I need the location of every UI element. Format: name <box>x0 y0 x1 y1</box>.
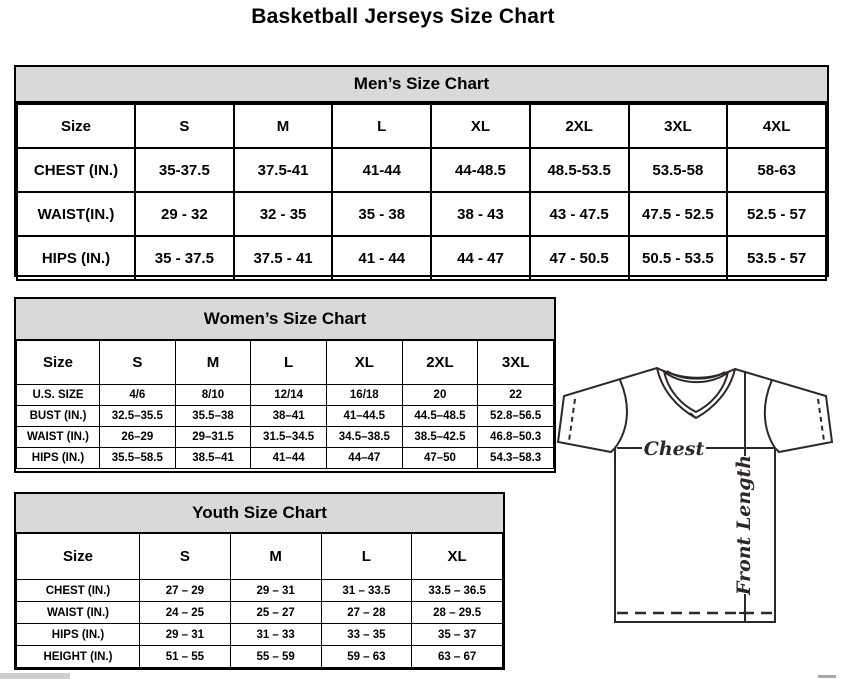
measurement-row-label: HIPS (IN.) <box>17 448 100 469</box>
measurement-value: 28 – 29.5 <box>412 602 503 624</box>
measurement-value: 46.8–50.3 <box>478 427 554 448</box>
size-column-header: S <box>100 341 176 385</box>
measurement-row-label: HEIGHT (IN.) <box>17 646 140 668</box>
youth-size-chart <box>14 492 505 670</box>
measurement-value: 35 – 37 <box>412 624 503 646</box>
size-column-header: M <box>234 104 333 148</box>
measurement-value: 16/18 <box>326 385 402 406</box>
measurement-row <box>17 148 826 192</box>
youth-size-table <box>16 533 503 668</box>
mens-chart-title: Men’s Size Chart <box>16 67 827 103</box>
measurement-value: 41 - 44 <box>332 236 431 280</box>
measurement-value: 52.8–56.5 <box>478 406 554 427</box>
measurement-row <box>17 580 503 602</box>
measurement-value: 27 – 28 <box>321 602 412 624</box>
measurement-value: 47–50 <box>402 448 478 469</box>
size-column-header: XL <box>431 104 530 148</box>
measurement-value: 51 – 55 <box>140 646 231 668</box>
measurement-value: 35.5–58.5 <box>100 448 176 469</box>
jersey-measurement-diagram <box>550 355 843 645</box>
size-column-header: 2XL <box>402 341 478 385</box>
measurement-row <box>17 646 503 668</box>
measurement-value: 41–44 <box>251 448 327 469</box>
size-column-header: L <box>321 534 412 580</box>
front-length-label: Front Length <box>733 454 755 596</box>
size-column-header: M <box>230 534 321 580</box>
measurement-value: 59 – 63 <box>321 646 412 668</box>
measurement-value: 35 - 37.5 <box>135 236 234 280</box>
measurement-value: 32.5–35.5 <box>100 406 176 427</box>
measurement-value: 35-37.5 <box>135 148 234 192</box>
measurement-value: 31 – 33.5 <box>321 580 412 602</box>
measurement-value: 34.5–38.5 <box>326 427 402 448</box>
measurement-row-label: U.S. SIZE <box>17 385 100 406</box>
measurement-row-label: CHEST (IN.) <box>17 148 135 192</box>
womens-size-chart <box>14 297 556 473</box>
size-column-header: 3XL <box>478 341 554 385</box>
measurement-value: 35.5–38 <box>175 406 251 427</box>
size-column-header: L <box>332 104 431 148</box>
measurement-value: 20 <box>402 385 478 406</box>
size-column-header: S <box>135 104 234 148</box>
measurement-value: 25 – 27 <box>230 602 321 624</box>
measurement-row-label: WAIST (IN.) <box>17 602 140 624</box>
measurement-row <box>17 192 826 236</box>
measurement-value: 8/10 <box>175 385 251 406</box>
measurement-value: 33.5 – 36.5 <box>412 580 503 602</box>
measurement-value: 44-48.5 <box>431 148 530 192</box>
measurement-row <box>17 448 554 469</box>
size-column-header: M <box>175 341 251 385</box>
womens-chart-title: Women’s Size Chart <box>16 299 554 340</box>
measurement-value: 37.5 - 41 <box>234 236 333 280</box>
size-column-header: XL <box>326 341 402 385</box>
measurement-value: 22 <box>478 385 554 406</box>
measurement-value: 29 – 31 <box>230 580 321 602</box>
size-column-label: Size <box>17 534 140 580</box>
measurement-row-label: HIPS (IN.) <box>17 236 135 280</box>
measurement-row-label: HIPS (IN.) <box>17 624 140 646</box>
size-column-header: L <box>251 341 327 385</box>
size-header-row <box>17 534 503 580</box>
size-column-header: 3XL <box>629 104 728 148</box>
horizontal-scrollbar-fragment-left[interactable] <box>0 673 70 679</box>
horizontal-scrollbar-fragment-right[interactable] <box>818 675 836 678</box>
measurement-value: 12/14 <box>251 385 327 406</box>
measurement-row <box>17 624 503 646</box>
youth-chart-title: Youth Size Chart <box>16 494 503 533</box>
measurement-row-label: WAIST (IN.) <box>17 427 100 448</box>
measurement-row-label: CHEST (IN.) <box>17 580 140 602</box>
measurement-value: 50.5 - 53.5 <box>629 236 728 280</box>
chest-label: Chest <box>643 438 705 460</box>
measurement-value: 31 – 33 <box>230 624 321 646</box>
measurement-value: 38 - 43 <box>431 192 530 236</box>
size-column-label: Size <box>17 104 135 148</box>
womens-size-table <box>16 340 554 469</box>
measurement-value: 37.5-41 <box>234 148 333 192</box>
mens-size-chart <box>14 65 829 277</box>
measurement-value: 26–29 <box>100 427 176 448</box>
measurement-value: 41–44.5 <box>326 406 402 427</box>
measurement-value: 48.5-53.5 <box>530 148 629 192</box>
measurement-value: 29 – 31 <box>140 624 231 646</box>
measurement-value: 41-44 <box>332 148 431 192</box>
measurement-row <box>17 602 503 624</box>
measurement-value: 58-63 <box>727 148 826 192</box>
measurement-value: 44–47 <box>326 448 402 469</box>
measurement-value: 4/6 <box>100 385 176 406</box>
measurement-value: 38.5–41 <box>175 448 251 469</box>
measurement-value: 43 - 47.5 <box>530 192 629 236</box>
measurement-value: 47.5 - 52.5 <box>629 192 728 236</box>
measurement-value: 53.5 - 57 <box>727 236 826 280</box>
measurement-value: 53.5-58 <box>629 148 728 192</box>
measurement-value: 31.5–34.5 <box>251 427 327 448</box>
measurement-value: 35 - 38 <box>332 192 431 236</box>
size-column-header: XL <box>412 534 503 580</box>
measurement-row <box>17 427 554 448</box>
measurement-value: 29 - 32 <box>135 192 234 236</box>
measurement-value: 33 – 35 <box>321 624 412 646</box>
measurement-value: 63 – 67 <box>412 646 503 668</box>
measurement-value: 27 – 29 <box>140 580 231 602</box>
size-column-label: Size <box>17 341 100 385</box>
measurement-value: 44 - 47 <box>431 236 530 280</box>
measurement-value: 44.5–48.5 <box>402 406 478 427</box>
measurement-value: 47 - 50.5 <box>530 236 629 280</box>
measurement-value: 52.5 - 57 <box>727 192 826 236</box>
measurement-value: 38.5–42.5 <box>402 427 478 448</box>
size-header-row <box>17 104 826 148</box>
page-title: Basketball Jerseys Size Chart <box>251 5 555 28</box>
size-column-header: 2XL <box>530 104 629 148</box>
size-header-row <box>17 341 554 385</box>
measurement-value: 29–31.5 <box>175 427 251 448</box>
measurement-row-label: WAIST(IN.) <box>17 192 135 236</box>
size-column-header: 4XL <box>727 104 826 148</box>
measurement-row-label: BUST (IN.) <box>17 406 100 427</box>
measurement-row <box>17 385 554 406</box>
measurement-value: 24 – 25 <box>140 602 231 624</box>
measurement-value: 55 – 59 <box>230 646 321 668</box>
measurement-row <box>17 236 826 280</box>
measurement-value: 38–41 <box>251 406 327 427</box>
size-column-header: S <box>140 534 231 580</box>
jersey-outline-shape <box>558 368 832 622</box>
measurement-value: 54.3–58.3 <box>478 448 554 469</box>
measurement-row <box>17 406 554 427</box>
measurement-value: 32 - 35 <box>234 192 333 236</box>
mens-size-table <box>16 103 827 281</box>
